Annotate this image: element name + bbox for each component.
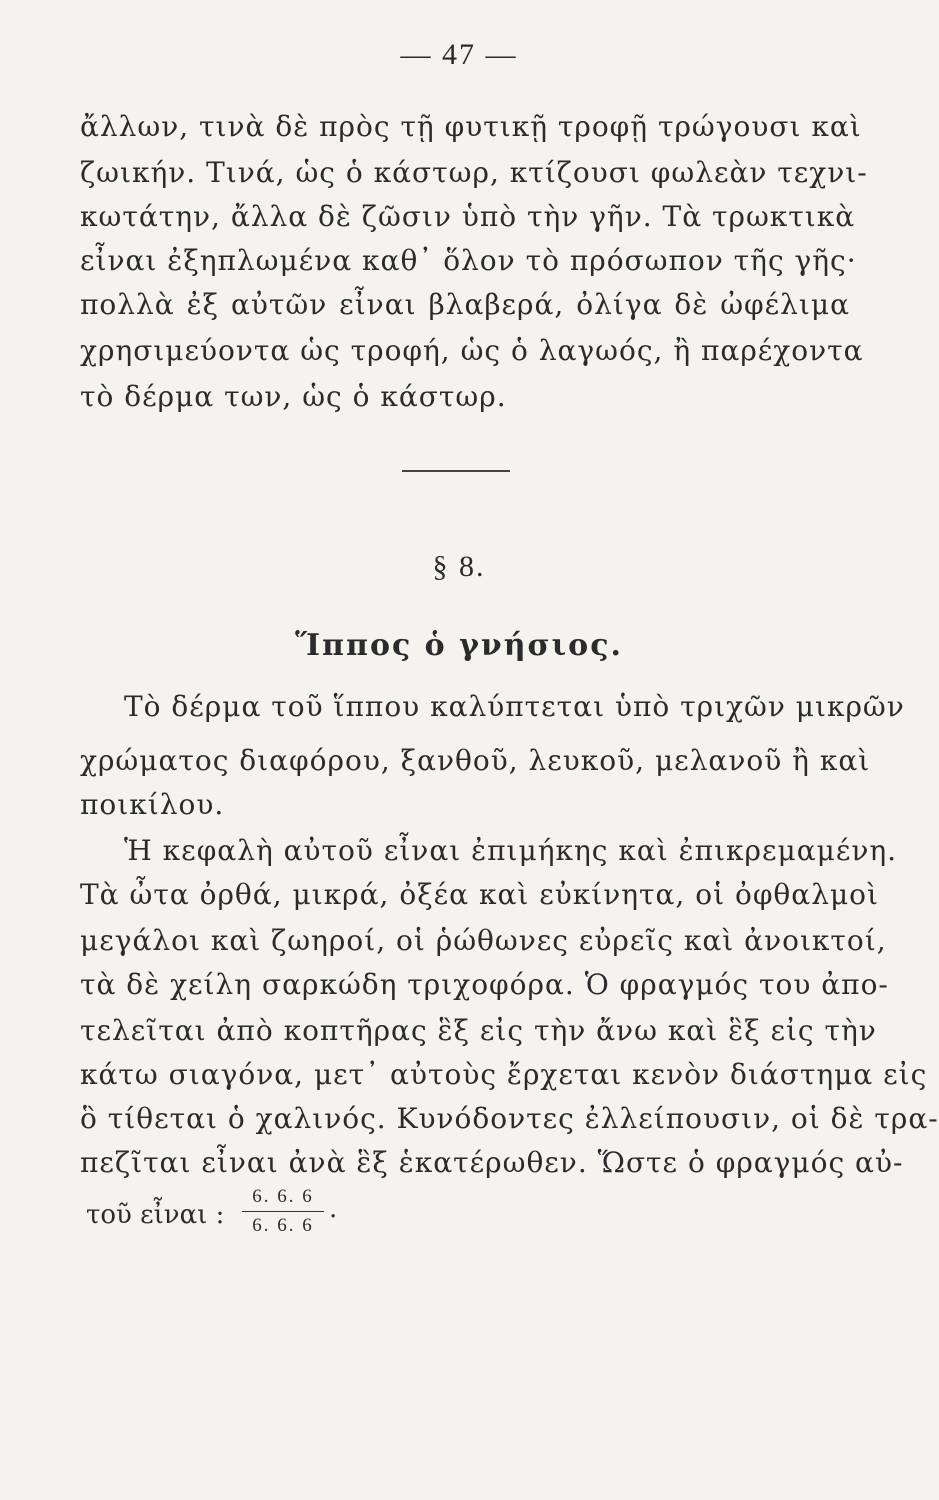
text-line: ἄλλων, τινὰ δὲ πρὸς τῇ φυτικῇ τροφῇ τρώγουσι καὶ — [80, 110, 862, 143]
text-line: χρησιμεύοντα ὡς τροφή, ὡς ὁ λαγωός, ἢ παρέχοντα — [80, 334, 864, 367]
text-line: εἶναι ἐξηπλωμένα καθ᾽ ὅλον τὸ πρόσωπον τῆς γῆς· — [80, 244, 857, 277]
formula-numerator: 6. 6. 6 — [242, 1186, 324, 1212]
section-mark: § 8. — [432, 550, 486, 583]
formula-fraction — [242, 1186, 324, 1237]
text-line: Τὰ ὦτα ὀρθά, μικρά, ὀξέα καὶ εὐκίνητα, οἱ ὀφθαλμοὶ — [80, 878, 879, 911]
text-line: τὰ δὲ χείλη σαρκώδη τριχοφόρα. Ὁ φραγμός του ἀπο- — [80, 968, 889, 1001]
formula-end-mark: · — [329, 1202, 338, 1232]
text-line: Ἡ κεφαλὴ αὐτοῦ εἶναι ἐπιμήκης καὶ ἐπικρεμαμένη. — [124, 834, 898, 867]
formula-label: τοῦ εἶναι : — [86, 1200, 225, 1230]
page-number: — 47 — — [400, 38, 518, 71]
text-line: κωτάτην, ἄλλα δὲ ζῶσιν ὑπὸ τὴν γῆν. Τὰ τρωκτικὰ — [80, 200, 856, 233]
text-line: τὸ δέρμα των, ὡς ὁ κάστωρ. — [80, 380, 507, 413]
text-line: πεζῖται εἶναι ἀνὰ ἓξ ἑκατέρωθεν. Ὥστε ὁ φραγμός αὐ- — [80, 1146, 904, 1179]
text-line: μεγάλοι καὶ ζωηροί, οἱ ῥώθωνες εὐρεῖς καὶ ἀνοικτοί, — [80, 924, 887, 957]
text-line: χρώματος διαφόρου, ξανθοῦ, λευκοῦ, μελανοῦ ἢ καὶ — [80, 744, 871, 777]
section-divider — [402, 470, 510, 472]
section-title: Ἵππος ὁ γνήσιος. — [295, 628, 623, 663]
text-line: κάτω σιαγόνα, μετ᾽ αὐτοὺς ἔρχεται κενὸν διάστημα εἰς — [80, 1058, 928, 1091]
text-line: τελεῖται ἀπὸ κοπτῆρας ἓξ εἰς τὴν ἄνω καὶ ἓξ εἰς τὴν — [80, 1014, 877, 1047]
text-line: πολλὰ ἐξ αὐτῶν εἶναι βλαβερά, ὀλίγα δὲ ὠφέλιμα — [80, 288, 850, 321]
text-line: Τὸ δέρμα τοῦ ἵππου καλύπτεται ὑπὸ τριχῶν μικρῶν — [124, 690, 905, 723]
formula-denominator: 6. 6. 6 — [252, 1215, 314, 1236]
text-line: ποικίλου. — [80, 788, 225, 821]
text-line: ὃ τίθεται ὁ χαλινός. Κυνόδοντες ἐλλείπουσιν, οἱ δὲ τρα- — [80, 1102, 939, 1135]
text-line: ζωικήν. Τινά, ὡς ὁ κάστωρ, κτίζουσι φωλεὰν τεχνι- — [80, 156, 868, 189]
